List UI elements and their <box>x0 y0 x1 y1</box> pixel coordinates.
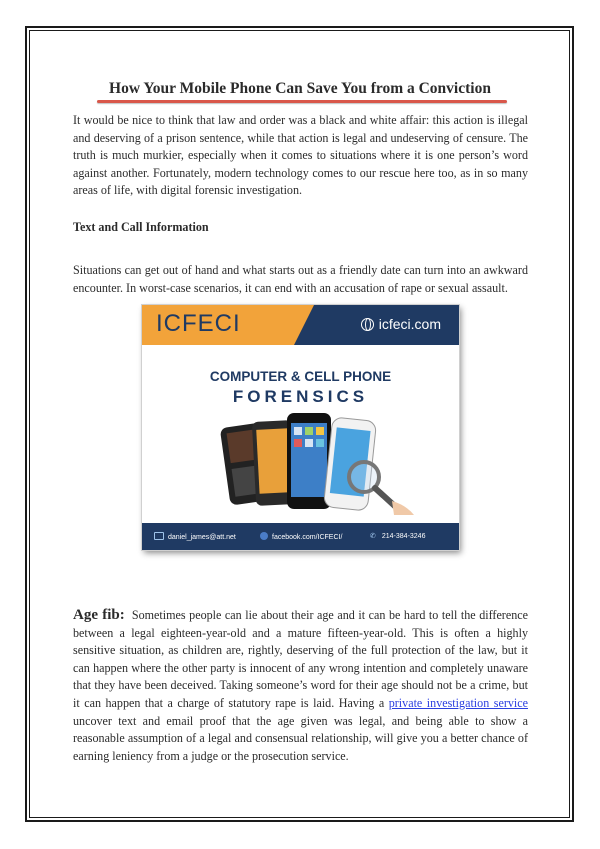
phones-illustration <box>142 405 459 515</box>
ad-facebook-text: facebook.com/ICFECI/ <box>272 534 343 541</box>
ad-website <box>361 316 441 332</box>
ad-email <box>154 532 236 541</box>
page-title: How Your Mobile Phone Can Save You from a Conviction <box>109 80 491 97</box>
phone-icon: ✆ <box>370 533 376 540</box>
agefib-paragraph <box>73 607 528 765</box>
section-paragraph: Situations can get out of hand and what starts out as a friendly date can turn into an awkward encounter. In worst-case scenarios, it can end with an accusation of rape or sexual assault. <box>73 263 528 295</box>
section-heading: Text and Call Information <box>73 220 209 234</box>
title-container <box>0 80 600 100</box>
facebook-icon <box>260 532 268 540</box>
agefib-text-1: Sometimes people can lie about their age and it can be hard to tell the difference between a legal eighteen-year-old and a mature fifteen-year-old. This is often a highly sensitive situation, as children are, rightly, deserving of the full protection of the law, but it can happen where the other party is innocent of any wrong intention and completely unaware that they have been deceived. Taking someone’s word for their age should not be a crime, but it can happen that a charge of statutory rape is laid. Having a <box>73 608 528 710</box>
ad-contact-bar <box>142 523 459 550</box>
ad-email-text: daniel_james@att.net <box>168 534 236 541</box>
globe-icon <box>361 318 374 331</box>
ad-website-text: icfeci.com <box>378 316 441 332</box>
title-underline <box>97 100 507 103</box>
ad-facebook <box>260 532 342 541</box>
ad-brand: ICFECI <box>156 310 241 337</box>
ad-phone-text: 214-384-3246 <box>381 533 426 540</box>
email-icon <box>154 532 164 540</box>
agefib-lead: Age fib: <box>73 607 125 623</box>
ad-headline-2: FORENSICS <box>232 387 369 406</box>
ad-headline-1: COMPUTER & CELL PHONE <box>209 369 392 384</box>
intro-paragraph: It would be nice to think that law and order was a black and white affair: this action is illegal and deserving of a prison sentence, while that action is legal and undeserving of censure. The truth is much murkier, especially when it comes to situations where it is one person’s word against another. Fortunately, modern technology comes to our rescue here too, as in so many areas of life, with digital forensic investigation. <box>73 113 528 198</box>
private-investigation-link[interactable]: private investigation service <box>388 695 528 710</box>
forensics-advertisement <box>142 305 459 550</box>
agefib-text-2: uncover text and email proof that the age given was legal, and being able to show a reasonable assumption of a legal and consensual relationship, will give you a better chance of earning leniency from a judge or the prosecution service. <box>73 713 528 763</box>
ad-phone <box>370 532 425 540</box>
